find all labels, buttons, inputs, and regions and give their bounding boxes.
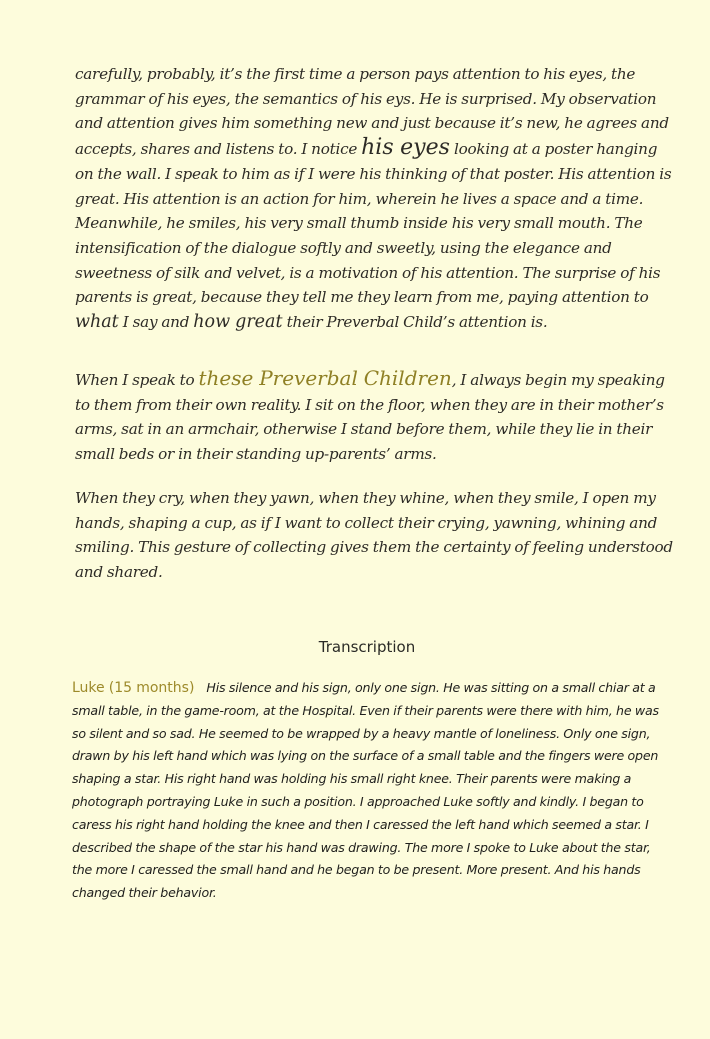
transcription-paragraph — [72, 677, 668, 905]
text-run: carefully, probably, it’s the first time a person pays attention to his eyes, the grammar of his eyes, the semantics of his eys. He is surprised. My observation and attention gives him something new and just because it’s new, he agrees and accepts, shares and listens to. I notice — [75, 65, 669, 159]
child-name: Luke (15 months) — [72, 680, 195, 696]
paragraph-gesture: When they cry, when they yawn, when they whine, when they smile, I open my hands, shaping a cup, as if I want to collect their crying, yawning, whining and smiling. This gesture of collecting gives them the certainty of feeling understood and shared. — [75, 489, 673, 582]
text-run: I say and — [118, 313, 194, 332]
text-run: , I always begin my speaking to them from their own reality. I sit on the floor, when they are in their mother’s arms, sat in an armchair, otherwise I stand before them, while they lie in their small beds or in their standing up-parents’ arms. — [75, 371, 665, 464]
paragraph-attention — [75, 62, 675, 335]
emphasis-preverbal-children: these Preverbal Children — [198, 366, 452, 390]
text-run: When I speak to — [75, 371, 199, 389]
section-heading: Transcription — [318, 638, 416, 656]
text-run: looking at a poster hanging on the wall. I speak to him as if I were his thinking of that poster. His attention is great. His attention is an action for him, wherein he lives a space and a time. Meanwhile, he smiles, his very small thumb inside his very small mouth. The intensification of the dialogue softly and sweetly, using the elegance and sweetness of silk and velvet, is a motivation of his attention. The surprise of his parents is great, because they tell me they learn from me, paying attention to — [75, 140, 672, 307]
paragraph-speaking — [75, 366, 675, 467]
text-run: their Preverbal Child’s attention is. — [282, 313, 548, 332]
emphasis-how-great: how great — [193, 312, 283, 333]
emphasis-his-eyes: his eyes — [361, 135, 450, 161]
transcription-text: His silence and his sign, only one sign. He was sitting on a small chiar at a small table, in the game-room, at the Hospital. Even if their parents were there with him, he was so silent and so sad. He seemed to be wrapped by a heavy mantle of loneliness. Only one sign, drawn by his left hand which was lying on the surface of a small table and the fingers were open shaping a star. His right hand was holding his small right knee. Their parents were making a photograph portraying Luke in such a position. I approached Luke softly and kindly. I began to caress his right hand holding the knee and then I caressed the left hand which seemed a star. I described the shape of the star his hand was drawing. The more I spoke to Luke about the star, the more I caressed the small hand and he began to be present. More present. And his hands changed their behavior. — [72, 680, 659, 901]
emphasis-what: what — [75, 312, 119, 333]
